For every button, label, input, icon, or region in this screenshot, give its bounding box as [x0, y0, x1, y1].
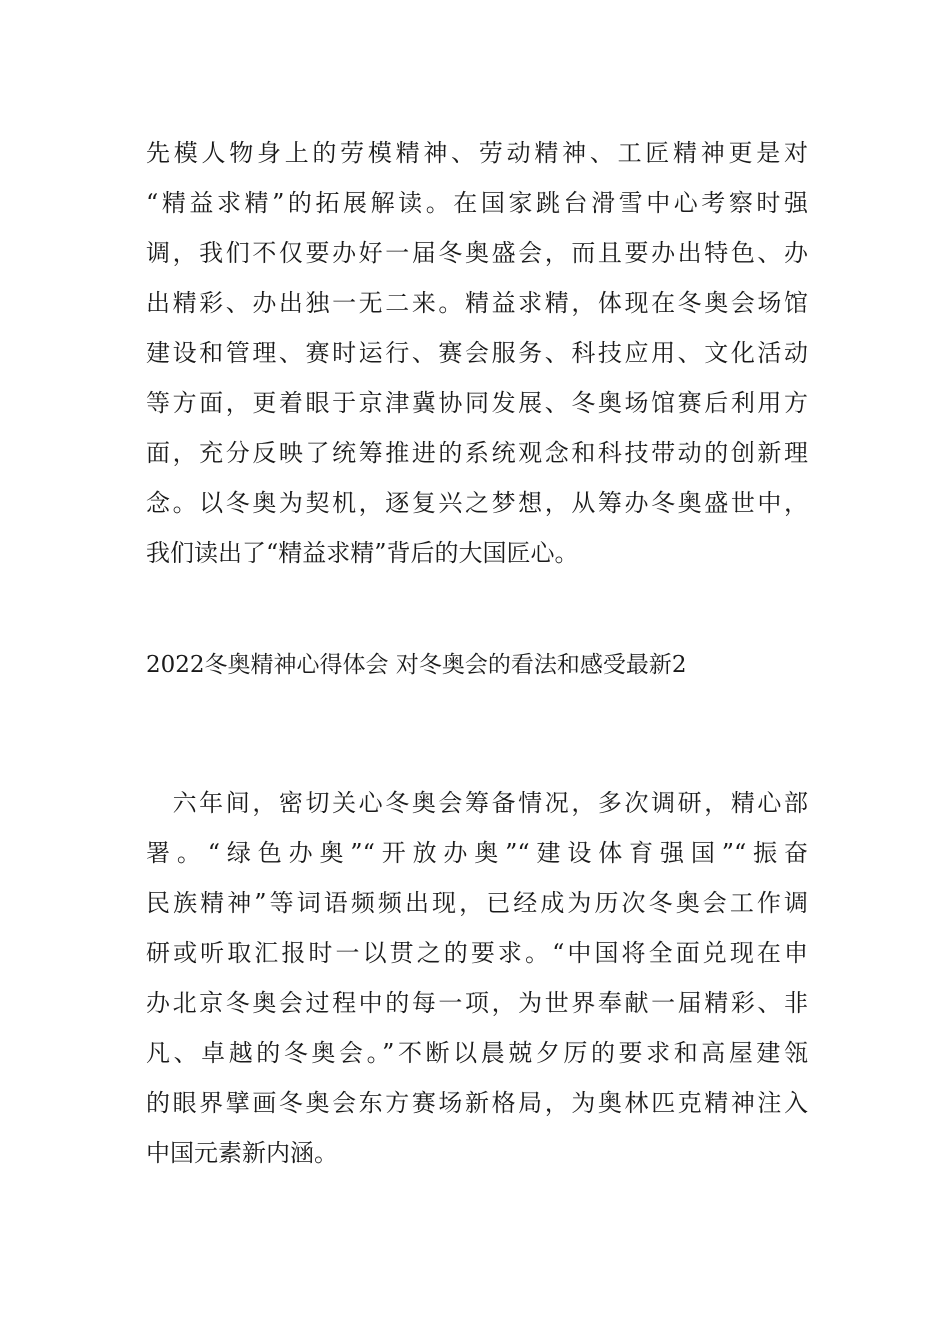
paragraph-1: [146, 128, 808, 578]
paragraph-line: 我们读出了“精益求精”背后的大国匠心。: [146, 539, 579, 567]
paragraph-line: 民族精神”等词语频频出现，已经成为历次冬奥会工作调: [146, 889, 808, 917]
paragraph-line: 调，我们不仅要办好一届冬奥盛会，而且要办出特色、办: [146, 239, 808, 267]
paragraph-line: 面，充分反映了统筹推进的系统观念和科技带动的创新理: [146, 439, 808, 467]
paragraph-line: 署。“绿色办奥”“开放办奥”“建设体育强国”“振奋: [146, 839, 808, 867]
paragraph-line: 凡、卓越的冬奥会。”不断以晨兢夕厉的要求和高屋建瓴: [146, 1039, 808, 1067]
paragraph-line: 先模人物身上的劳模精神、劳动精神、工匠精神更是对: [146, 139, 808, 167]
paragraph-line: 出精彩、办出独一无二来。精益求精，体现在冬奥会场馆: [146, 289, 808, 317]
paragraph-2: [146, 778, 808, 1178]
paragraph-line: 念。以冬奥为契机，逐复兴之梦想，从筹办冬奥盛世中，: [146, 489, 808, 517]
paragraph-line: 的眼界擘画冬奥会东方赛场新格局，为奥林匹克精神注入: [146, 1089, 808, 1117]
paragraph-line: 六年间，密切关心冬奥会筹备情况，多次调研，精心部: [146, 789, 808, 817]
paragraph-line: 研或听取汇报时一以贯之的要求。“中国将全面兑现在申: [146, 939, 808, 967]
paragraph-line: “精益求精”的拓展解读。在国家跳台滑雪中心考察时强: [146, 189, 808, 217]
section-heading: 2022冬奥精神心得体会 对冬奥会的看法和感受最新2: [146, 652, 687, 678]
paragraph-line: 办北京冬奥会过程中的每一项，为世界奉献一届精彩、非: [146, 989, 808, 1017]
paragraph-line: 中国元素新内涵。: [146, 1139, 338, 1167]
paragraph-line: 等方面，更着眼于京津冀协同发展、冬奥场馆赛后利用方: [146, 389, 808, 417]
paragraph-line: 建设和管理、赛时运行、赛会服务、科技应用、文化活动: [146, 339, 808, 367]
